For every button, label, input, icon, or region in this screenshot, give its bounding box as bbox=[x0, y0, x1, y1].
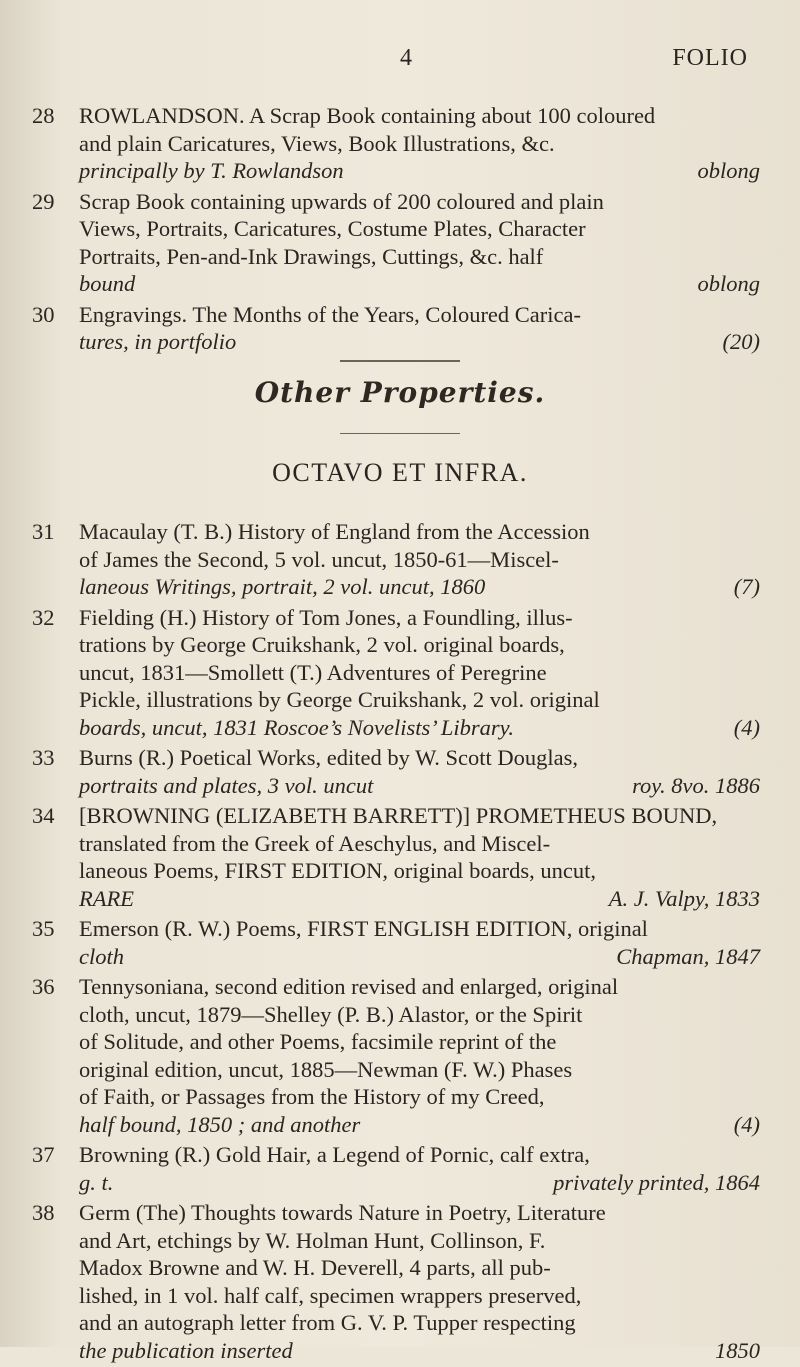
lot-description-line: Tennysoniana, second edition revised and enlarged, original bbox=[79, 974, 619, 999]
lot-entry bbox=[32, 518, 760, 601]
lot-format-note: laneous Writings, portrait, 2 vol. uncut, 1860 bbox=[79, 574, 486, 599]
lot-list-folio bbox=[32, 102, 760, 359]
lot-final-line bbox=[79, 1337, 760, 1365]
lot-final-line bbox=[79, 772, 760, 800]
lot-description-line: Pickle, illustrations by George Cruikshank, 2 vol. original bbox=[79, 687, 600, 712]
lot-description-line: uncut, 1831—Smollett (T.) Adventures of Peregrine bbox=[79, 659, 547, 685]
lot-description-line: and an autograph letter from G. V. P. Tupper respecting bbox=[79, 1310, 576, 1335]
lot-format-note: portraits and plates, 3 vol. uncut bbox=[79, 772, 374, 798]
lot-number: 30 bbox=[32, 301, 55, 327]
lot-final-line bbox=[79, 573, 760, 601]
lot-final-line bbox=[79, 328, 760, 356]
lot-imprint: Chapman, 1847 bbox=[616, 943, 760, 969]
lot-number: 28 bbox=[32, 103, 55, 128]
lot-format-note: tures, in portfolio bbox=[79, 329, 237, 354]
lot-imprint: A. J. Valpy, 1833 bbox=[608, 885, 760, 911]
lot-entry bbox=[32, 301, 760, 356]
lot-description-line: ROWLANDSON. A Scrap Book containing about 100 coloured bbox=[79, 103, 656, 128]
lot-description-line: translated from the Greek of Aeschylus, and Miscel- bbox=[79, 830, 551, 856]
lot-number: 37 bbox=[32, 1142, 55, 1167]
lot-description-line: Emerson (R. W.) Poems, FIRST ENGLISH EDITION, original bbox=[79, 916, 648, 941]
lot-format-note: g. t. bbox=[79, 1169, 114, 1195]
lot-number: 31 bbox=[32, 519, 55, 544]
lot-format-note: cloth bbox=[79, 943, 124, 969]
section-subtitle: OCTAVO ET INFRA. bbox=[272, 458, 528, 487]
lot-imprint: 1850 bbox=[715, 1337, 760, 1363]
lot-number: 35 bbox=[32, 916, 55, 941]
lot-imprint: oblong bbox=[697, 158, 760, 183]
lot-final-line bbox=[79, 885, 760, 913]
lot-final-line bbox=[79, 714, 760, 742]
lot-entry bbox=[32, 744, 760, 799]
lot-imprint: (7) bbox=[733, 574, 760, 599]
lot-number: 33 bbox=[32, 745, 55, 770]
lot-format-note: RARE bbox=[79, 885, 134, 911]
lot-number: 34 bbox=[32, 803, 55, 828]
lot-entry bbox=[32, 102, 760, 185]
lot-entry bbox=[32, 1141, 760, 1196]
lot-format-note: boards, uncut, 1831 Roscoe’s Novelists’ Library. bbox=[79, 714, 515, 740]
lot-final-line bbox=[79, 943, 760, 971]
lot-final-line bbox=[79, 270, 760, 298]
lot-description-line: Portraits, Pen-and-Ink Drawings, Cuttings, &c. half bbox=[79, 243, 544, 269]
lot-format-note: the publication inserted bbox=[79, 1337, 293, 1363]
lot-entry bbox=[32, 973, 760, 1138]
section-rule-bottom bbox=[340, 433, 460, 434]
lot-number: 29 bbox=[32, 188, 55, 214]
lot-description-line: and Art, etchings by W. Holman Hunt, Collinson, F. bbox=[79, 1227, 546, 1253]
lot-imprint: roy. 8vo. 1886 bbox=[632, 772, 760, 798]
lot-format-note: half bound, 1850 ; and another bbox=[79, 1111, 361, 1137]
section-title: Other Properties. bbox=[254, 376, 546, 409]
lot-description-line: of Solitude, and other Poems, facsimile reprint of the bbox=[79, 1029, 557, 1054]
lot-description-line: Macaulay (T. B.) History of England from the Accession bbox=[79, 519, 590, 544]
lot-list-octavo bbox=[32, 518, 760, 1367]
lot-final-line bbox=[79, 1169, 760, 1197]
page-header bbox=[0, 45, 800, 85]
lot-description-line: [BROWNING (ELIZABETH BARRETT)] PROMETHEUS BOUND, bbox=[79, 803, 718, 828]
lot-description-line: Burns (R.) Poetical Works, edited by W. Scott Douglas, bbox=[79, 745, 578, 770]
section-rule-top bbox=[340, 360, 460, 365]
lot-entry bbox=[32, 604, 760, 742]
lot-entry bbox=[32, 915, 760, 970]
lot-entry bbox=[32, 1199, 760, 1364]
lot-description-line: Germ (The) Thoughts towards Nature in Poetry, Literature bbox=[79, 1200, 606, 1225]
lot-description-line: cloth, uncut, 1879—Shelley (P. B.) Alastor, or the Spirit bbox=[79, 1001, 583, 1027]
lot-description-line: Fielding (H.) History of Tom Jones, a Foundling, illus- bbox=[79, 604, 573, 630]
lot-description-line: of James the Second, 5 vol. uncut, 1850-61—Miscel- bbox=[79, 546, 559, 572]
lot-imprint: (4) bbox=[733, 714, 760, 740]
lot-imprint: (4) bbox=[733, 1111, 760, 1137]
lot-description-line: laneous Poems, FIRST EDITION, original boards, uncut, bbox=[79, 858, 597, 883]
lot-imprint: (20) bbox=[722, 329, 760, 354]
page-number: 4 bbox=[400, 45, 412, 71]
lot-final-line bbox=[79, 1111, 760, 1139]
lot-imprint: oblong bbox=[697, 271, 760, 296]
lot-description-line: Scrap Book containing upwards of 200 coloured and plain bbox=[79, 188, 604, 214]
lot-description-line: lished, in 1 vol. half calf, specimen wrappers preserved, bbox=[79, 1282, 582, 1308]
lot-number: 36 bbox=[32, 974, 55, 999]
lot-number: 38 bbox=[32, 1200, 55, 1225]
lot-description-line: Engravings. The Months of the Years, Coloured Carica- bbox=[79, 301, 581, 327]
lot-number: 32 bbox=[32, 604, 55, 630]
lot-description-line: and plain Caricatures, Views, Book Illustrations, &c. bbox=[79, 130, 555, 156]
lot-description-line: original edition, uncut, 1885—Newman (F. W.) Phases bbox=[79, 1056, 573, 1082]
lot-description-line: Madox Browne and W. H. Deverell, 4 parts, all pub- bbox=[79, 1255, 551, 1280]
running-head: FOLIO bbox=[672, 45, 748, 71]
lot-description-line: trations by George Cruikshank, 2 vol. original boards, bbox=[79, 632, 565, 657]
lot-description-line: of Faith, or Passages from the History of my Creed, bbox=[79, 1084, 545, 1109]
lot-imprint: privately printed, 1864 bbox=[553, 1169, 760, 1195]
lot-description-line: Browning (R.) Gold Hair, a Legend of Pornic, calf extra, bbox=[79, 1142, 590, 1167]
lot-format-note: principally by T. Rowlandson bbox=[79, 158, 344, 183]
lot-description-line: Views, Portraits, Caricatures, Costume Plates, Character bbox=[79, 216, 586, 241]
lot-final-line bbox=[79, 157, 760, 185]
lot-format-note: bound bbox=[79, 271, 136, 296]
lot-entry bbox=[32, 802, 760, 912]
lot-entry bbox=[32, 188, 760, 298]
